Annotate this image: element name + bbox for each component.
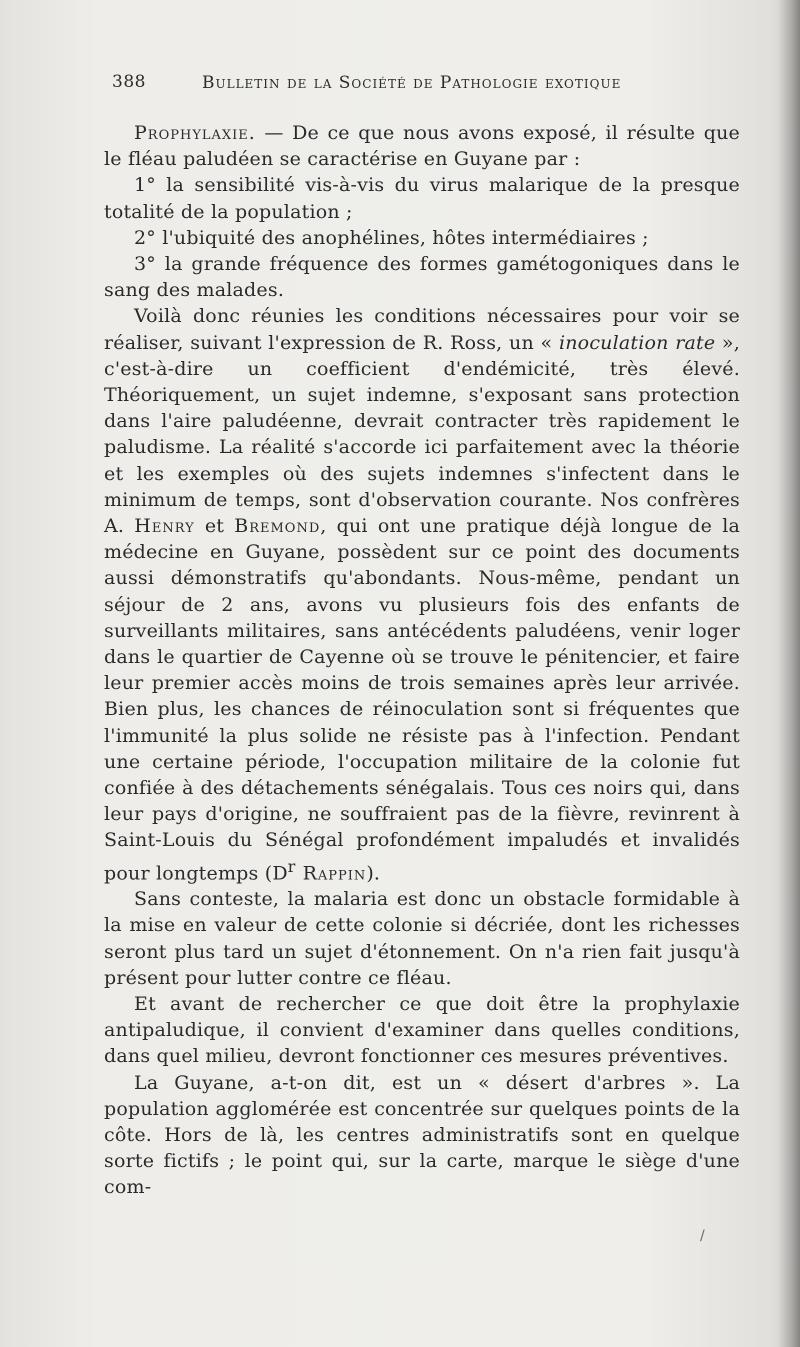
author-name: Bremond bbox=[234, 515, 321, 538]
paragraph-guyane: La Guyane, a-t-on dit, est un « désert d'arbres ». La population agglomérée est concentrée sur quelques points de la côte. Hors de là, les centres administratifs sont en quelque sorte fictifs ; le point qui, sur la carte, marque le siège d'une com- bbox=[104, 1071, 740, 1199]
list-item-1: 1° la sensibilité vis-à-vis du virus malarique de la presque totalité de la population ; bbox=[104, 174, 740, 223]
text-run: et bbox=[194, 515, 235, 538]
page-number: 388 bbox=[112, 72, 146, 92]
paragraph-prophylaxie-anti: Et avant de rechercher ce que doit être la prophylaxie antipaludique, il convient d'examiner dans quelles conditions, dans quel milieu, devront fonctionner ces mesures préventives. bbox=[104, 993, 740, 1068]
italic-term: inoculation rate bbox=[558, 331, 716, 354]
text-run: », c'est-à-dire un coefficient d'endémicité, très élevé. Théoriquement, un sujet indemne, s'exposant sans protection dans l'aire paludéenne, devrait contracter très rapidement le paludisme. La réalité s'accorde ici parfaitement avec la théorie et les exemples où des sujets indemnes s'infectent dans le minimum de temps, sont d'observation courante. Nos confrères A. bbox=[104, 331, 741, 538]
stray-mark: / bbox=[700, 1228, 705, 1244]
paragraph-malaria: Sans conteste, la malaria est donc un obstacle formidable à la mise en valeur de cette colonie si décriée, dont les richesses seront plus tard un sujet d'étonnement. On n'a rien fait jusqu'à présent pour lutter contre ce fléau. bbox=[104, 888, 740, 989]
list-item-2: 2° l'ubiquité des anophélines, hôtes intermédiaires ; bbox=[134, 226, 649, 249]
paragraph-prophylaxie bbox=[104, 120, 740, 172]
body-text bbox=[104, 120, 740, 1201]
binding-shadow bbox=[778, 0, 800, 1347]
paragraph-text: — De ce que nous avons exposé, il résulte que le fléau paludéen se caractérise en Guyane par : bbox=[104, 122, 740, 171]
list-item-3: 3° la grande fréquence des formes gamétogoniques dans le sang des malades. bbox=[104, 253, 740, 302]
author-name: Rappin bbox=[295, 862, 367, 885]
section-lead: Prophylaxie. bbox=[134, 122, 256, 144]
text-run: , qui ont une pratique déjà longue de la médecine en Guyane, possèdent sur ce point des documents aussi démonstratifs qu'abondants. Nous-même, pendant un séjour de 2 ans, avons vu plusieurs fois des enfants de surveillants militaires, sans antécédents paludéens, venir loger dans le quartier de Cayenne où se trouve le pénitencier, et faire leur premier accès moins de trois semaines après leur arrivée. Bien plus, les chances de réinoculation sont si fréquentes que l'immunité la plus solide ne résiste pas à l'infection. Pendant une certaine période, l'occupation militaire de la colonie fut confiée à des détachements sénégalais. Tous ces noirs qui, dans leur pays d'origine, ne souffraient pas de la fièvre, revinrent à Saint-Louis du Sénégal profondément impaludés et invalidés pour longtemps (D bbox=[104, 515, 741, 885]
page-header bbox=[112, 72, 672, 102]
text-run: ). bbox=[366, 862, 381, 885]
author-name: Henry bbox=[134, 515, 195, 538]
superscript: r bbox=[287, 856, 296, 876]
text-run: Voilà donc réunies les conditions nécessaires pour voir se réaliser, suivant l'expression de R. Ross, un « bbox=[104, 305, 740, 354]
running-title: Bulletin de la Société de Pathologie exotique bbox=[202, 73, 622, 93]
paragraph-inoculation bbox=[104, 303, 740, 886]
